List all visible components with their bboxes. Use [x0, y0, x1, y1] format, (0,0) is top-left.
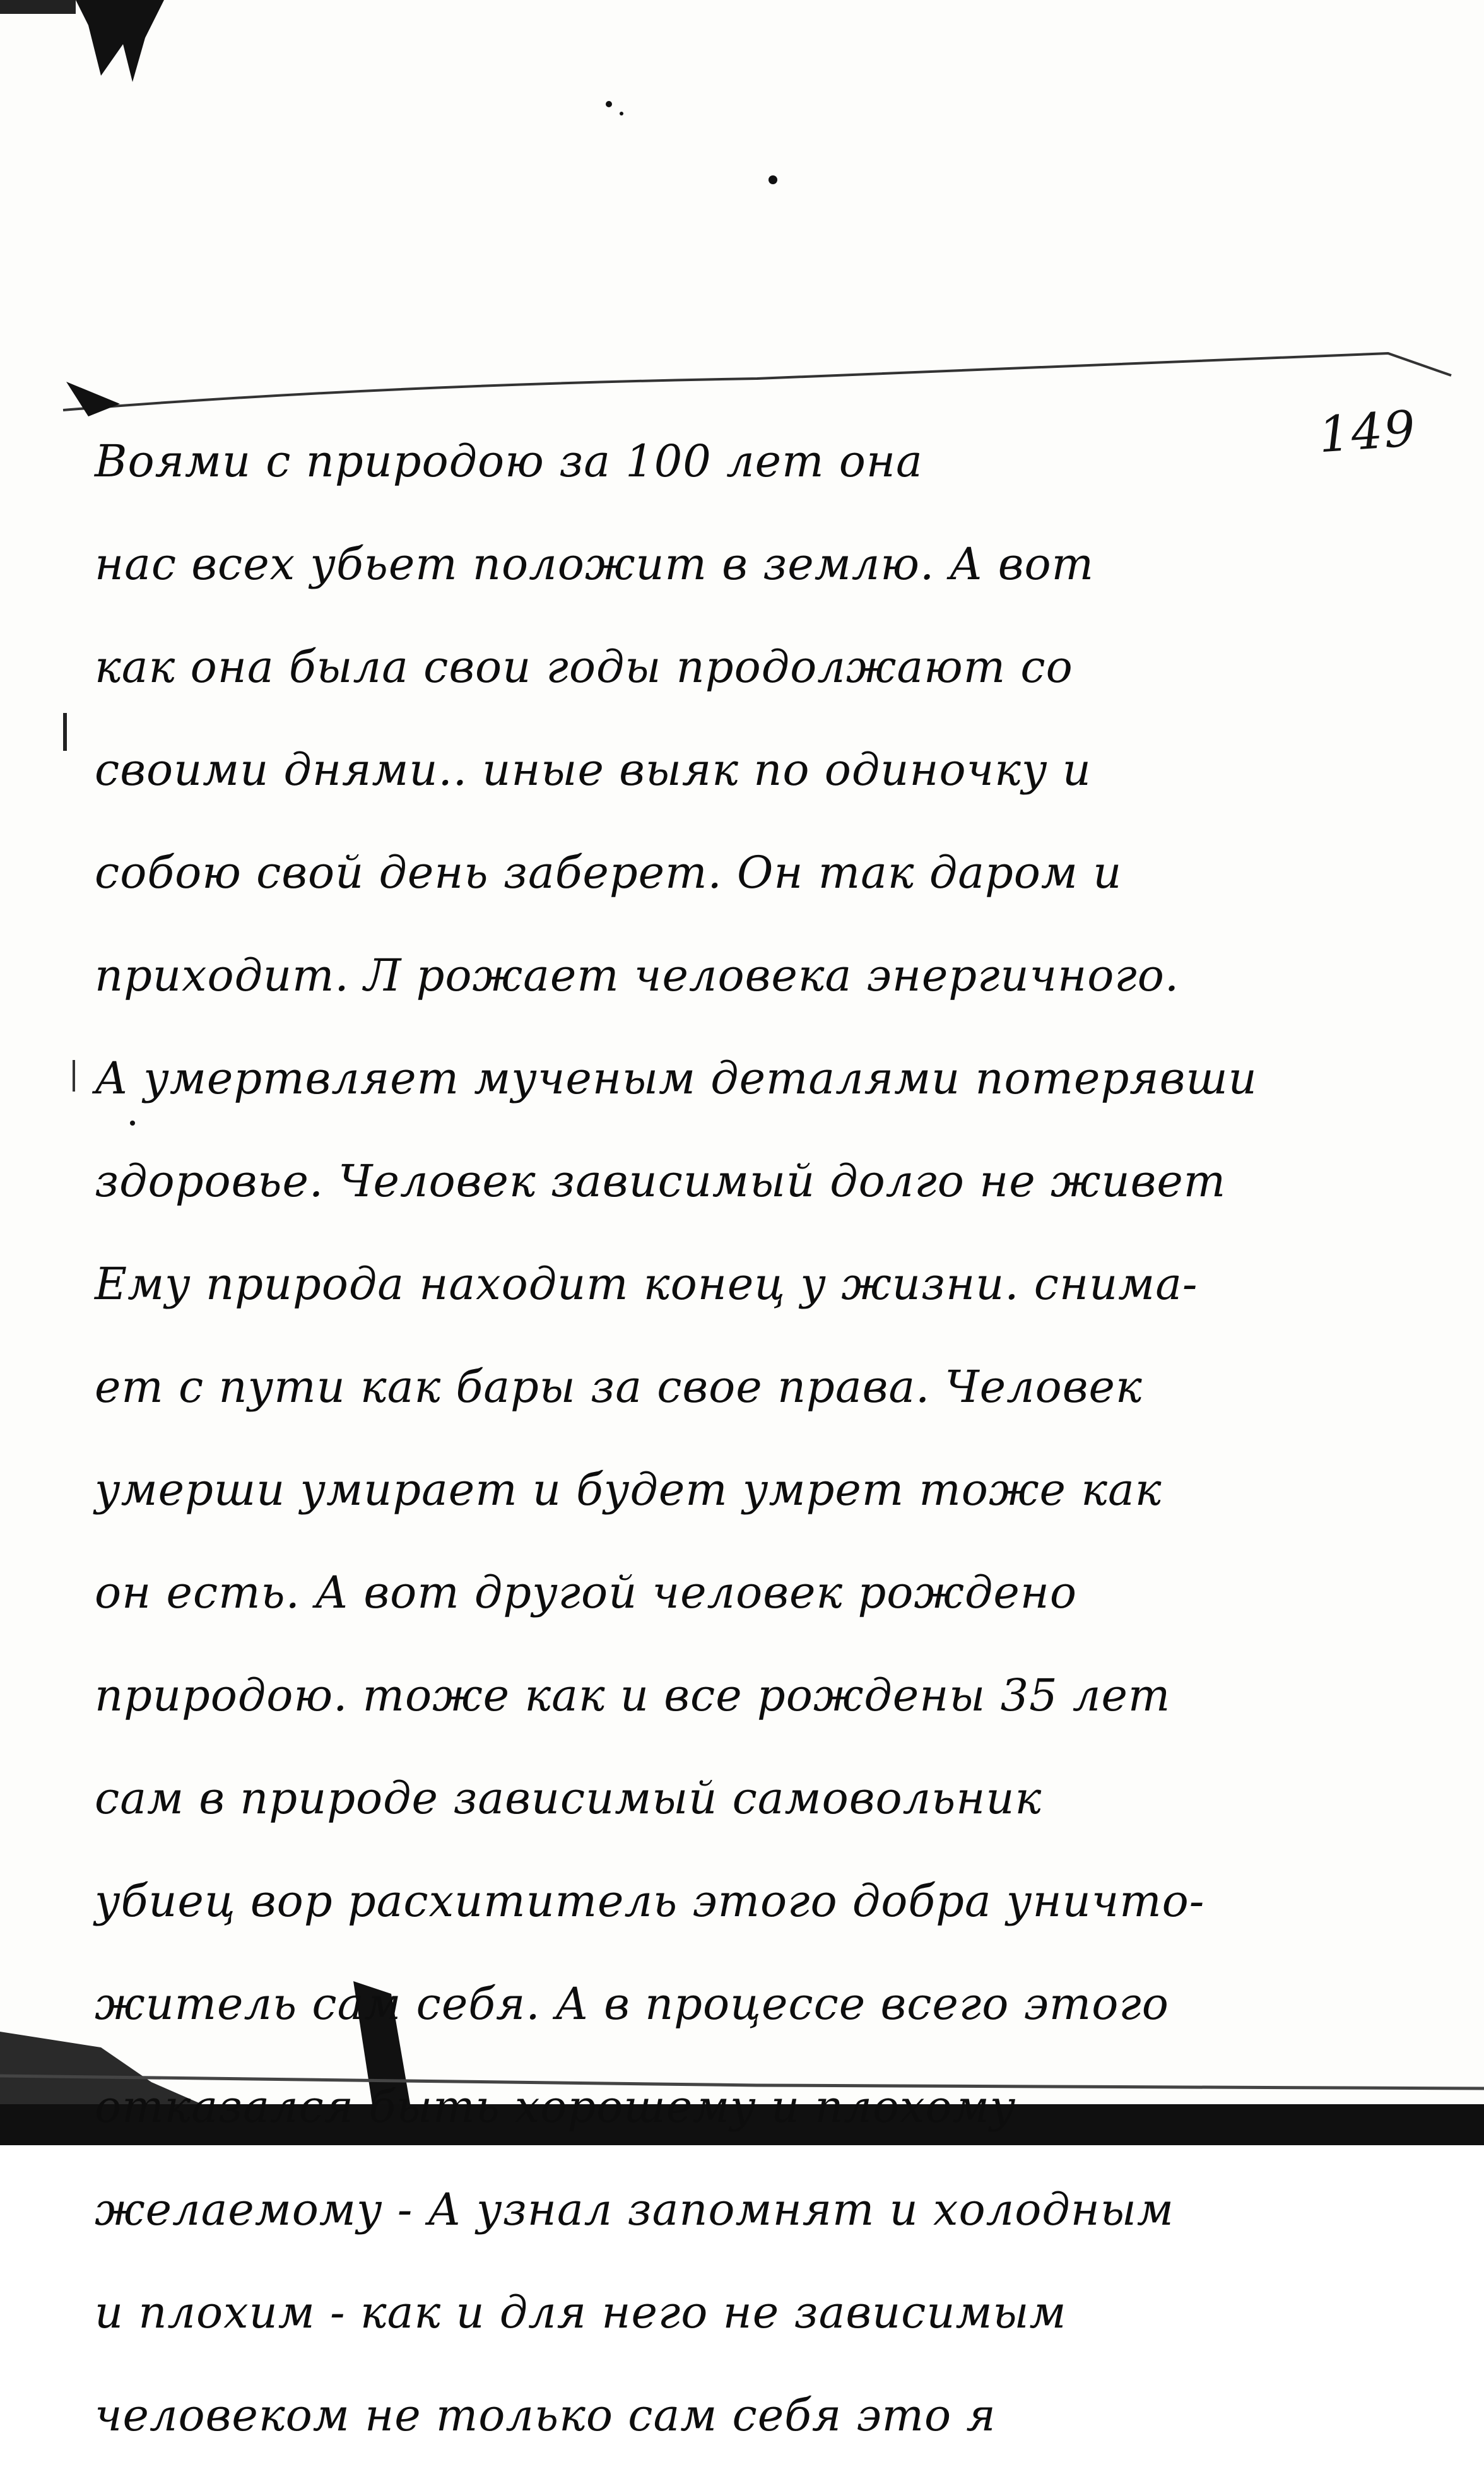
text-line: отказался быть хорошему и плохому [95, 2081, 1016, 2133]
speck [606, 101, 612, 107]
speck [620, 112, 623, 115]
fold-line [63, 353, 1451, 410]
top-left-blotch [76, 0, 164, 82]
text-line: умерши умирает и будет умрет тоже как [95, 1464, 1162, 1516]
page-number: 149 [1317, 400, 1418, 464]
text-line: А умертвляет мученым деталями потерявши [95, 1052, 1257, 1104]
text-line: житель сам себя. А в процессе всего этого [95, 1978, 1169, 2030]
text-line: здоровье. Человек зависимый долго не живет [95, 1155, 1227, 1207]
text-line: собою свой день заберет. Он так даром и [95, 847, 1122, 898]
text-line: ет с пути как бары за свое права. Человек [95, 1361, 1143, 1413]
text-line: Ему природа находит конец у жизни. снима- [95, 1258, 1198, 1310]
text-line: Воями с природою за 100 лет она [95, 435, 923, 487]
text-line: он есть. А вот другой человек рождено [95, 1567, 1078, 1618]
text-line: сам в природе зависимый самовольник [95, 1772, 1042, 1824]
text-line: убиец вор расхититель этого добра уничто- [95, 1875, 1205, 1927]
handwritten-text [95, 410, 1369, 2467]
text-line: человеком не только сам себя это я [95, 2389, 996, 2441]
top-left-edge [0, 0, 76, 14]
left-margin-mark [63, 713, 67, 751]
text-line: и плохим - как и для него не зависимым [95, 2287, 1067, 2338]
left-margin-mark [73, 1060, 75, 1092]
text-line: как она была свои годы продолжают со [95, 641, 1073, 693]
text-line: своими днями.. иные выяк по одиночку и [95, 744, 1092, 796]
text-line: желаемому - А узнал запомнят и холодным [95, 2184, 1174, 2235]
text-line: приходит. Л рожает человека энергичного. [95, 950, 1180, 1001]
text-line: нас всех убьет положит в землю. А вот [95, 538, 1094, 590]
text-line: природою. тоже как и все рождены 35 лет [95, 1669, 1171, 1721]
speck [768, 175, 777, 184]
